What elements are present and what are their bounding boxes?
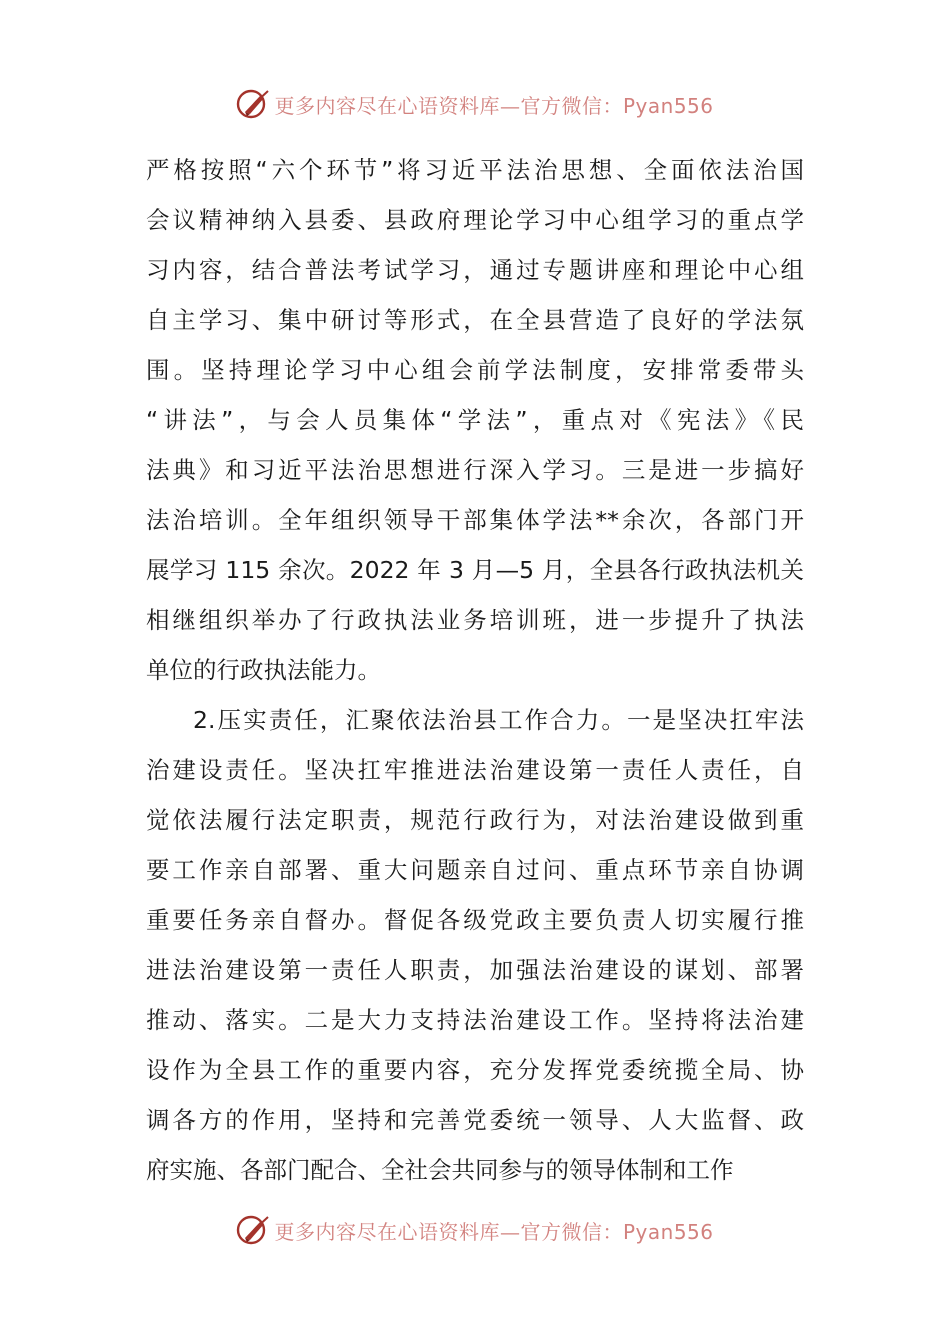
wechat-id: Pyan556: [622, 93, 714, 118]
text-line: 法治培训。全年组织领导干部集体学法**余次，各部门开: [146, 506, 804, 534]
footer-banner: [0, 1210, 950, 1250]
text-line: 展学习 115 余次。2022 年 3 月—5 月，全县各行政执法机关: [146, 556, 804, 584]
text-line: 单位的行政执法能力。: [146, 656, 381, 684]
text-line: 设作为全县工作的重要内容，充分发挥党委统揽全局、协: [146, 1056, 804, 1084]
text-line: 府实施、各部门配合、全社会共同参与的领导体制和工作: [146, 1156, 734, 1184]
text-line: 严格按照“六个环节”将习近平法治思想、全面依法治国: [146, 156, 804, 184]
text-line: 觉依法履行法定职责，规范行政行为，对法治建设做到重: [146, 806, 804, 834]
text-line: 自主学习、集中研讨等形式，在全县营造了良好的学法氛: [146, 306, 804, 334]
text-line: 2.压实责任，汇聚依法治县工作合力。一是坚决扛牢法: [193, 706, 804, 734]
text-line: 习内容，结合普法考试学习，通过专题讲座和理论中心组: [146, 256, 804, 284]
banner-slogan: [274, 1216, 713, 1245]
text-line: 法典》和习近平法治思想进行深入学习。三是进一步搞好: [146, 456, 804, 484]
banner-slogan-text: 更多内容尽在心语资料库—官方微信：: [274, 1219, 623, 1244]
wechat-id: Pyan556: [622, 1219, 714, 1244]
paragraph: [146, 695, 804, 1195]
text-line: 围。坚持理论学习中心组会前学法制度，安排常委带头: [146, 356, 804, 384]
header-banner: [0, 84, 950, 124]
banner-slogan: [274, 90, 713, 119]
text-line: 相继组织举办了行政执法业务培训班，进一步提升了执法: [146, 606, 804, 634]
text-line: 调各方的作用，坚持和完善党委统一领导、人大监督、政: [146, 1106, 804, 1134]
document-body: [146, 145, 804, 1195]
pen-nib-logo-icon: [236, 87, 270, 121]
text-line: 要工作亲自部署、重大问题亲自过问、重点环节亲自协调: [146, 856, 804, 884]
text-line: 进法治建设第一责任人职责，加强法治建设的谋划、部署: [146, 956, 804, 984]
text-line: “讲法”，与会人员集体“学法”，重点对《宪法》《民: [146, 406, 804, 434]
text-line: 治建设责任。坚决扛牢推进法治建设第一责任人责任，自: [146, 756, 804, 784]
pen-nib-logo-icon: [236, 1213, 270, 1247]
text-line: 推动、落实。二是大力支持法治建设工作。坚持将法治建: [146, 1006, 804, 1034]
banner-slogan-text: 更多内容尽在心语资料库—官方微信：: [274, 93, 623, 118]
text-line: 重要任务亲自督办。督促各级党政主要负责人切实履行推: [146, 906, 804, 934]
paragraph: [146, 145, 804, 695]
text-line: 会议精神纳入县委、县政府理论学习中心组学习的重点学: [146, 206, 804, 234]
